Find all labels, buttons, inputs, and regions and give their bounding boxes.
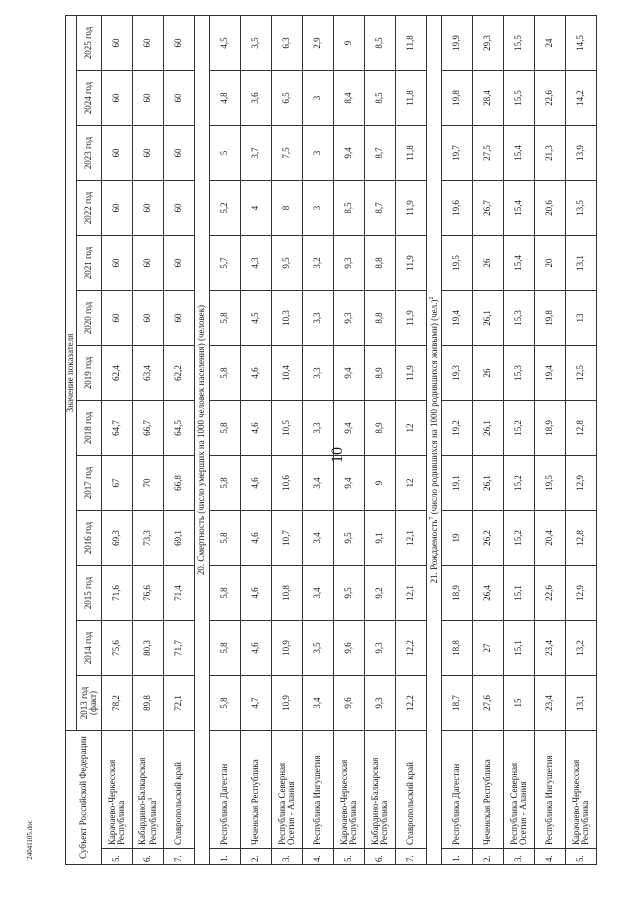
value-cell: 9,4 — [334, 346, 365, 401]
value-cell: 9,3 — [365, 621, 396, 676]
value-cell: 18,7 — [442, 676, 473, 731]
subject-name — [535, 731, 566, 849]
subject-name — [365, 731, 396, 849]
subject-name-text: Республика Дагестан — [451, 763, 462, 845]
value-cell: 8,5 — [365, 16, 396, 71]
table-row — [504, 16, 535, 865]
value-cell: 60 — [133, 236, 164, 291]
value-cell: 60 — [102, 71, 133, 126]
value-cell: 15,1 — [504, 621, 535, 676]
value-cell: 18,9 — [442, 566, 473, 621]
value-cell: 19,3 — [442, 346, 473, 401]
value-cell: 3,7 — [241, 126, 272, 181]
section-title-text: (число родившихся на 1000 родившихся живыми) (чел.) — [428, 299, 439, 517]
value-cell: 8,9 — [365, 401, 396, 456]
row-number: 1. — [210, 849, 241, 865]
value-cell: 14,5 — [566, 16, 597, 71]
value-cell: 19,4 — [535, 346, 566, 401]
value-cell: 13,9 — [566, 126, 597, 181]
value-cell: 9,6 — [334, 621, 365, 676]
value-cell: 18,8 — [442, 621, 473, 676]
value-cell: 15,5 — [504, 71, 535, 126]
value-cell: 10,4 — [272, 346, 303, 401]
value-cell: 20,4 — [535, 511, 566, 566]
subject-name — [566, 731, 597, 849]
value-cell: 9,5 — [272, 236, 303, 291]
value-cell: 3,4 — [303, 676, 334, 731]
value-cell: 60 — [133, 181, 164, 236]
value-cell: 13,1 — [566, 676, 597, 731]
subject-name — [334, 731, 365, 849]
section-title — [427, 16, 442, 865]
subject-name — [473, 731, 504, 849]
subject-name-text: Чеченская Республика — [250, 759, 261, 845]
value-cell: 4,6 — [241, 401, 272, 456]
year-header: 2016 год — [77, 511, 102, 566]
value-cell: 12,1 — [396, 511, 427, 566]
value-cell: 3,2 — [303, 236, 334, 291]
year-header: 2013 год (факт) — [77, 676, 102, 731]
value-cell: 9,4 — [334, 456, 365, 511]
value-cell: 10,3 — [272, 291, 303, 346]
value-cell: 75,6 — [102, 621, 133, 676]
subject-name-text: Карачаево-Черкесская Республика — [338, 759, 358, 845]
subject-name-text: Республика Северная Осетия - Алания — [508, 762, 528, 845]
value-cell: 12,9 — [566, 456, 597, 511]
table-row — [241, 16, 272, 865]
value-cell: 4,5 — [210, 16, 241, 71]
year-header: 2019 год — [77, 346, 102, 401]
value-cell: 9,3 — [334, 291, 365, 346]
value-cell: 73,3 — [133, 511, 164, 566]
value-cell: 11,9 — [396, 181, 427, 236]
value-cell: 4,3 — [241, 236, 272, 291]
footnote-mark: 7 — [428, 516, 435, 520]
value-cell: 21,3 — [535, 126, 566, 181]
table-row — [396, 16, 427, 865]
subject-name-text: Республика Дагестан — [219, 763, 230, 845]
row-number: 1. — [442, 849, 473, 865]
value-cell: 3,4 — [303, 456, 334, 511]
value-cell: 4,8 — [210, 71, 241, 126]
value-cell: 20,6 — [535, 181, 566, 236]
value-cell: 3,4 — [303, 566, 334, 621]
value-cell: 26,1 — [473, 401, 504, 456]
subject-name-text: Кабардино-Балкарская Республика — [369, 757, 389, 845]
value-cell: 9 — [334, 16, 365, 71]
value-cell: 5,8 — [210, 291, 241, 346]
value-cell: 60 — [102, 236, 133, 291]
year-header: 2014 год — [77, 621, 102, 676]
subject-name-text: Ставропольский край — [173, 762, 184, 845]
subject-name — [442, 731, 473, 849]
value-cell: 89,8 — [133, 676, 164, 731]
table-container — [65, 15, 590, 865]
subject-name — [396, 731, 427, 849]
row-number: 4. — [303, 849, 334, 865]
value-cell: 9,1 — [365, 511, 396, 566]
subject-name — [241, 731, 272, 849]
value-cell: 4,6 — [241, 456, 272, 511]
value-cell: 19,8 — [535, 291, 566, 346]
value-cell: 15,3 — [504, 346, 535, 401]
value-cell: 8,7 — [365, 126, 396, 181]
year-header: 2015 год — [77, 566, 102, 621]
value-cell: 10,5 — [272, 401, 303, 456]
value-cell: 15,5 — [504, 16, 535, 71]
value-cell: 26 — [473, 236, 504, 291]
value-cell: 5,8 — [210, 511, 241, 566]
subject-name-text: Карачаево-Черкесская Республика — [570, 759, 590, 845]
value-cell: 11,9 — [396, 346, 427, 401]
value-cell: 15,3 — [504, 291, 535, 346]
value-cell: 76,6 — [133, 566, 164, 621]
value-cell: 8,7 — [365, 181, 396, 236]
value-cell: 26,4 — [473, 566, 504, 621]
value-cell: 12,2 — [396, 621, 427, 676]
subject-header: Субъект Российской Федерации — [66, 731, 102, 865]
table-row — [133, 16, 164, 865]
value-cell: 23,4 — [535, 676, 566, 731]
value-cell: 15,2 — [504, 511, 535, 566]
value-cell: 64,7 — [102, 401, 133, 456]
value-cell: 71,6 — [102, 566, 133, 621]
footnote-mark: 2 — [428, 296, 435, 300]
value-cell: 60 — [133, 16, 164, 71]
page-number: 10 — [329, 447, 346, 463]
value-cell: 15,4 — [504, 236, 535, 291]
value-cell: 5 — [210, 126, 241, 181]
value-cell: 12,8 — [566, 511, 597, 566]
year-header: 2024 год — [77, 71, 102, 126]
year-header: 2018 год — [77, 401, 102, 456]
section-title — [195, 16, 210, 865]
value-cell: 6,3 — [272, 16, 303, 71]
value-cell: 2,9 — [303, 16, 334, 71]
value-cell: 8,8 — [365, 236, 396, 291]
value-cell: 60 — [164, 126, 195, 181]
row-number: 5. — [334, 849, 365, 865]
value-cell: 12 — [396, 456, 427, 511]
value-cell: 70 — [133, 456, 164, 511]
value-cell: 11,8 — [396, 16, 427, 71]
subject-name-text: Республика Ингушетия — [312, 755, 323, 845]
value-cell: 18,9 — [535, 401, 566, 456]
value-cell: 19,9 — [442, 16, 473, 71]
value-cell: 26,2 — [473, 511, 504, 566]
value-cell: 15,4 — [504, 181, 535, 236]
value-cell: 19,6 — [442, 181, 473, 236]
value-cell: 27,6 — [473, 676, 504, 731]
year-header: 2025 год — [77, 16, 102, 71]
row-number: 7. — [396, 849, 427, 865]
section-header-row — [195, 16, 210, 865]
value-cell: 3,3 — [303, 401, 334, 456]
value-cell: 8 — [272, 181, 303, 236]
value-cell: 64,5 — [164, 401, 195, 456]
value-cell: 4 — [241, 181, 272, 236]
subject-name-text: Карачаево-Черкесская Республика — [106, 759, 126, 845]
value-cell: 29,3 — [473, 16, 504, 71]
value-cell: 12,2 — [396, 676, 427, 731]
table-row — [442, 16, 473, 865]
row-number: 3. — [504, 849, 535, 865]
value-cell: 72,1 — [164, 676, 195, 731]
value-cell: 15,4 — [504, 126, 535, 181]
value-cell: 60 — [102, 126, 133, 181]
value-cell: 13,2 — [566, 621, 597, 676]
value-cell: 6,5 — [272, 71, 303, 126]
value-cell: 5,8 — [210, 676, 241, 731]
subject-name-text: Кабардино-Балкарская Республика — [137, 757, 158, 845]
value-cell: 69,3 — [102, 511, 133, 566]
value-cell: 9,5 — [334, 511, 365, 566]
value-cell: 12,9 — [566, 566, 597, 621]
value-cell: 3,5 — [241, 16, 272, 71]
value-cell: 19 — [442, 511, 473, 566]
value-cell: 5,8 — [210, 401, 241, 456]
value-cell: 22,6 — [535, 566, 566, 621]
value-cell: 9,4 — [334, 126, 365, 181]
row-number: 5. — [102, 849, 133, 865]
value-cell: 8,5 — [365, 71, 396, 126]
value-cell: 19,5 — [535, 456, 566, 511]
value-cell: 20 — [535, 236, 566, 291]
subject-name — [210, 731, 241, 849]
value-cell: 12,5 — [566, 346, 597, 401]
section-title-text: 20. Смертность (число умерших на 1000 человек населения) (человек) — [196, 304, 207, 576]
subject-name — [102, 731, 133, 849]
footer-filename: 24041105.doc — [26, 820, 34, 860]
value-cell: 12,1 — [396, 566, 427, 621]
row-number: 2. — [473, 849, 504, 865]
value-cell: 12,8 — [566, 401, 597, 456]
value-cell: 22,6 — [535, 71, 566, 126]
value-cell: 62,2 — [164, 346, 195, 401]
value-cell: 3 — [303, 181, 334, 236]
value-cell: 3,4 — [303, 511, 334, 566]
value-cell: 26,1 — [473, 456, 504, 511]
subject-name — [133, 731, 164, 849]
year-header: 2020 год — [77, 291, 102, 346]
value-cell: 4,6 — [241, 511, 272, 566]
value-cell: 14,2 — [566, 71, 597, 126]
value-cell: 15 — [504, 676, 535, 731]
value-cell: 10,9 — [272, 676, 303, 731]
value-cell: 19,7 — [442, 126, 473, 181]
table-row — [473, 16, 504, 865]
value-cell: 8,4 — [334, 71, 365, 126]
value-cell: 60 — [133, 71, 164, 126]
row-number: 2. — [241, 849, 272, 865]
value-cell: 11,9 — [396, 291, 427, 346]
value-cell: 60 — [133, 126, 164, 181]
subject-name-text: Ставропольский край — [405, 762, 416, 845]
row-number: 7. — [164, 849, 195, 865]
value-cell: 5,2 — [210, 181, 241, 236]
value-cell: 26 — [473, 346, 504, 401]
value-cell: 62,4 — [102, 346, 133, 401]
value-cell: 10,7 — [272, 511, 303, 566]
value-cell: 9,5 — [334, 566, 365, 621]
value-cell: 15,2 — [504, 456, 535, 511]
value-cell: 15,1 — [504, 566, 535, 621]
value-cell: 3 — [303, 126, 334, 181]
value-cell: 69,1 — [164, 511, 195, 566]
subject-name — [164, 731, 195, 849]
value-cell: 27 — [473, 621, 504, 676]
value-cell: 9 — [365, 456, 396, 511]
value-cell: 5,7 — [210, 236, 241, 291]
table-row — [164, 16, 195, 865]
value-cell: 19,1 — [442, 456, 473, 511]
value-cell: 5,8 — [210, 346, 241, 401]
value-cell: 4,6 — [241, 621, 272, 676]
value-cell: 60 — [133, 291, 164, 346]
value-cell: 60 — [164, 291, 195, 346]
value-cell: 11,8 — [396, 71, 427, 126]
value-cell: 15,2 — [504, 401, 535, 456]
value-cell: 8,9 — [365, 346, 396, 401]
value-cell: 5,8 — [210, 456, 241, 511]
value-cell: 24 — [535, 16, 566, 71]
value-cell: 12 — [396, 401, 427, 456]
year-header: 2023 год — [77, 126, 102, 181]
year-header: 2021 год — [77, 236, 102, 291]
value-cell: 9,3 — [365, 676, 396, 731]
value-cell: 10,9 — [272, 621, 303, 676]
value-cell: 71,4 — [164, 566, 195, 621]
value-cell: 9,3 — [334, 236, 365, 291]
value-cell: 80,3 — [133, 621, 164, 676]
value-cell: 19,5 — [442, 236, 473, 291]
subject-name — [504, 731, 535, 849]
value-cell: 60 — [102, 291, 133, 346]
value-cell: 67 — [102, 456, 133, 511]
value-cell: 10,8 — [272, 566, 303, 621]
value-cell: 4,6 — [241, 346, 272, 401]
footnote-mark: 3 — [147, 797, 154, 801]
value-cell: 26,7 — [473, 181, 504, 236]
table-row — [272, 16, 303, 865]
subject-name — [303, 731, 334, 849]
value-cell: 60 — [164, 181, 195, 236]
row-number: 6. — [365, 849, 396, 865]
section-header-row — [427, 16, 442, 865]
value-cell: 63,4 — [133, 346, 164, 401]
row-number: 4. — [535, 849, 566, 865]
value-cell: 60 — [102, 16, 133, 71]
value-cell: 3,5 — [303, 621, 334, 676]
value-cell: 71,7 — [164, 621, 195, 676]
value-header: Значение показателя — [66, 16, 77, 731]
table-row — [566, 16, 597, 865]
year-header: 2017 год — [77, 456, 102, 511]
subject-name-text: Республика Северная Осетия - Алания — [276, 762, 296, 845]
subject-name-text: Республика Ингушетия — [544, 755, 555, 845]
table-row — [535, 16, 566, 865]
row-number: 6. — [133, 849, 164, 865]
value-cell: 4,6 — [241, 566, 272, 621]
row-number: 5. — [566, 849, 597, 865]
value-cell: 11,9 — [396, 236, 427, 291]
value-cell: 66,8 — [164, 456, 195, 511]
value-cell: 5,8 — [210, 566, 241, 621]
section-title-text: 21. Рождаемость — [428, 519, 439, 584]
value-cell: 27,5 — [473, 126, 504, 181]
value-cell: 3 — [303, 71, 334, 126]
value-cell: 11,8 — [396, 126, 427, 181]
value-cell: 7,5 — [272, 126, 303, 181]
value-cell: 13,5 — [566, 181, 597, 236]
value-cell: 13 — [566, 291, 597, 346]
value-cell: 10,6 — [272, 456, 303, 511]
value-cell: 28,4 — [473, 71, 504, 126]
value-cell: 4,5 — [241, 291, 272, 346]
table-row — [334, 16, 365, 865]
value-cell: 3,3 — [303, 291, 334, 346]
year-header: 2022 год — [77, 181, 102, 236]
value-cell: 60 — [164, 71, 195, 126]
value-cell: 8,5 — [334, 181, 365, 236]
value-cell: 8,8 — [365, 291, 396, 346]
table-body — [102, 16, 597, 865]
table-row — [303, 16, 334, 865]
row-number: 3. — [272, 849, 303, 865]
value-cell: 19,4 — [442, 291, 473, 346]
value-cell: 60 — [102, 181, 133, 236]
value-cell: 66,7 — [133, 401, 164, 456]
value-cell: 60 — [164, 16, 195, 71]
table-row — [365, 16, 396, 865]
value-cell: 19,2 — [442, 401, 473, 456]
value-cell: 9,6 — [334, 676, 365, 731]
value-cell: 26,1 — [473, 291, 504, 346]
value-cell: 3,3 — [303, 346, 334, 401]
subject-name — [272, 731, 303, 849]
value-cell: 19,8 — [442, 71, 473, 126]
table-row — [210, 16, 241, 865]
value-cell: 23,4 — [535, 621, 566, 676]
value-cell: 60 — [164, 236, 195, 291]
value-cell: 9,2 — [365, 566, 396, 621]
indicator-table — [65, 15, 597, 865]
value-cell: 13,1 — [566, 236, 597, 291]
value-cell: 5,8 — [210, 621, 241, 676]
value-cell: 9,4 — [334, 401, 365, 456]
value-cell: 78,2 — [102, 676, 133, 731]
table-row — [102, 16, 133, 865]
subject-name-text: Чеченская Республика — [482, 759, 493, 845]
rotated-page-area — [65, 15, 640, 862]
value-cell: 4,7 — [241, 676, 272, 731]
value-cell: 3,6 — [241, 71, 272, 126]
